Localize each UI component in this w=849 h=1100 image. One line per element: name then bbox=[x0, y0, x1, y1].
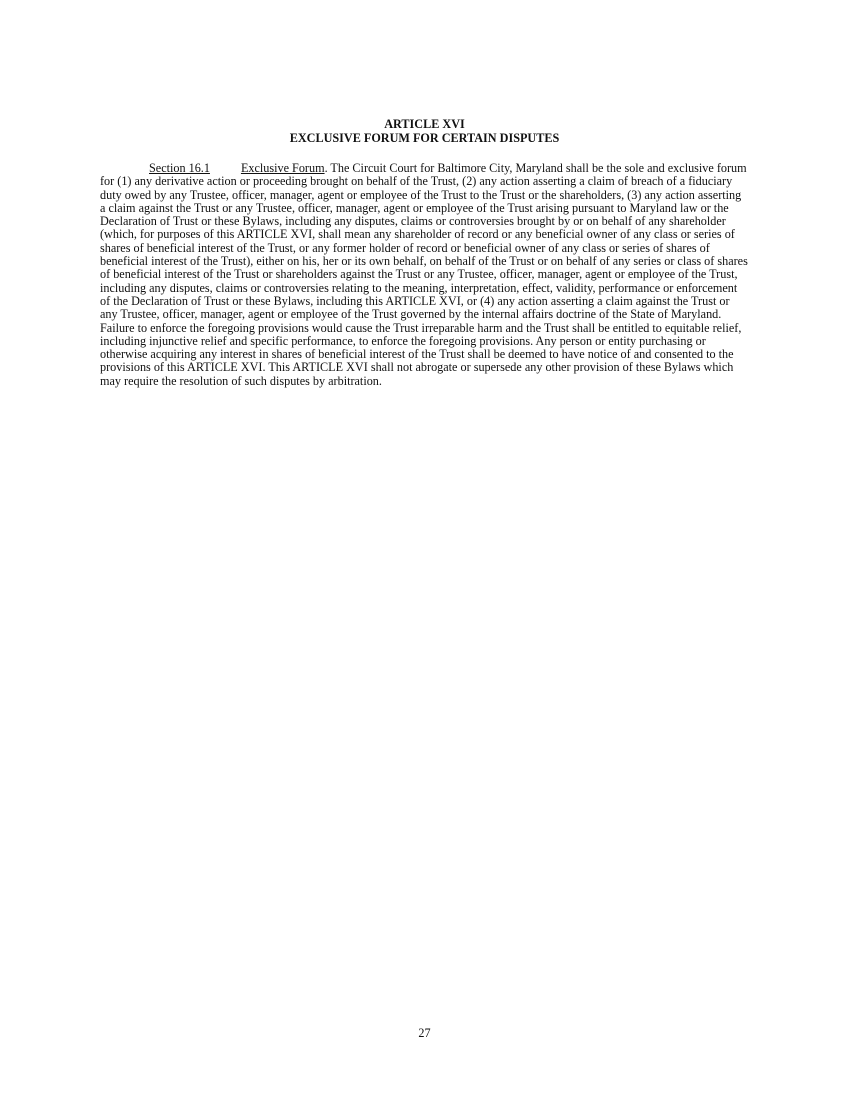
section-title: Exclusive Forum bbox=[240, 161, 325, 175]
section-body: . The Circuit Court for Baltimore City, Maryland shall be the sole and exclusive forum for (1) any derivative action or proceeding brought on behalf of the Trust, (2) any action asserting a claim of breach of a fiduciary duty owed by any Trustee, officer, manager, agent or employee of the Trust to the Trust or the shareholders, (3) any action asserting a claim against the Trust or any Trustee, officer, manager, agent or employee of the Trust arising pursuant to Maryland law or the Declaration of Trust or these Bylaws, including any disputes, claims or controversies brought by or on behalf of any shareholder (which, for purposes of this ARTICLE XVI, shall mean any shareholder of record or any beneficial owner of any class or series of shares of beneficial interest of the Trust, or any former holder of record or beneficial owner of any class or series of shares of beneficial interest of the Trust), either on his, her or its own behalf, on behalf of the Trust or on behalf of any series or class of shares of beneficial interest of the Trust or shareholders against the Trust or any Trustee, officer, manager, agent or employee of the Trust, including any disputes, claims or controversies relating to the meaning, interpretation, effect, validity, performance or enforcement of the Declaration of Trust or these Bylaws, including this ARTICLE XVI, or (4) any action asserting a claim against the Trust or any Trustee, officer, manager, agent or employee of the Trust governed by the internal affairs doctrine of the State of Maryland. Failure to enforce the foregoing provisions would cause the Trust irreparable harm and the Trust shall be entitled to equitable relief, including injunctive relief and specific performance, to enforce the foregoing provisions. Any person or entity purchasing or otherwise acquiring any interest in shares of beneficial interest of the Trust shall be deemed to have notice of and consented to the provisions of this ARTICLE XVI. This ARTICLE XVI shall not abrogate or supersede any other provision of these Bylaws which may require the resolution of such disputes by arbitration. bbox=[100, 161, 748, 388]
section-paragraph bbox=[100, 162, 749, 388]
article-number: ARTICLE XVI bbox=[384, 117, 465, 131]
article-heading bbox=[100, 117, 749, 145]
section-number: Section 16.1 bbox=[149, 161, 210, 175]
article-title: EXCLUSIVE FORUM FOR CERTAIN DISPUTES bbox=[289, 131, 560, 145]
page-number: 27 bbox=[418, 1026, 431, 1040]
